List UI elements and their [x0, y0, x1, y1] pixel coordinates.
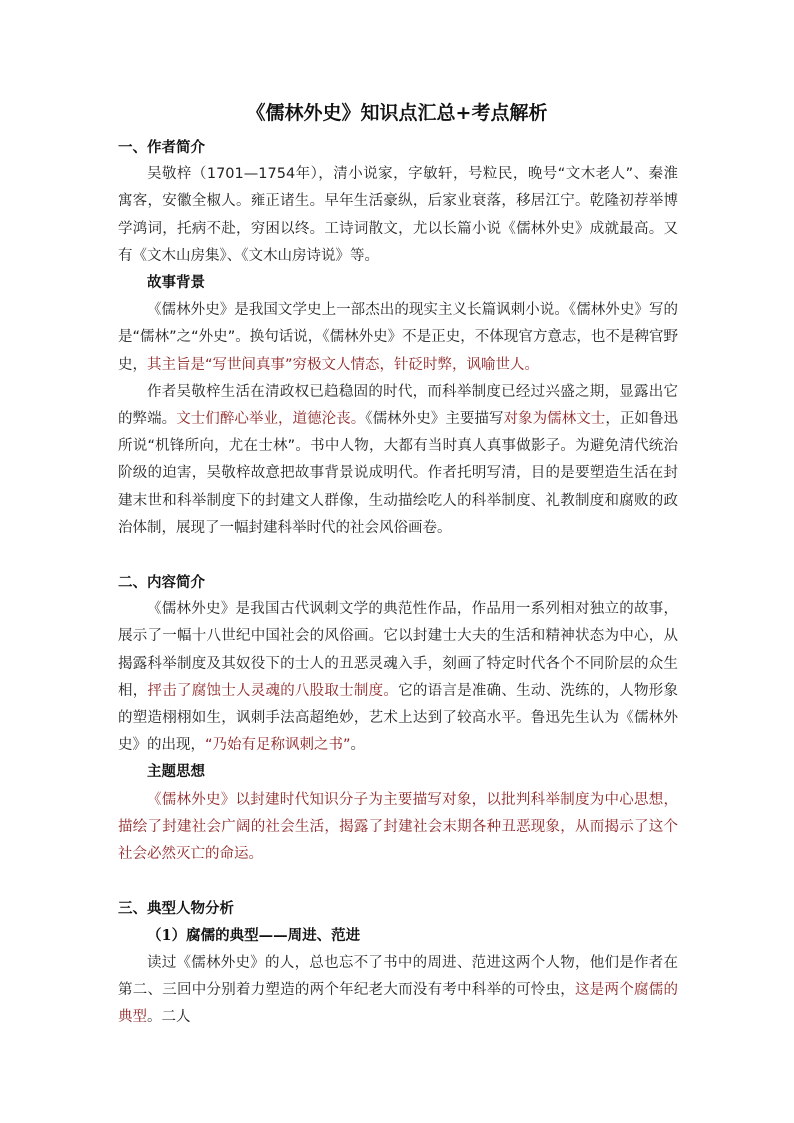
- section-heading-author: 一、作者简介: [118, 139, 205, 156]
- char-highlight: 这是两个腐儒的典型: [118, 981, 679, 1026]
- bg-text-2c: ，正如鲁迅所说“机锋所向，尤在士林”。书中人物，大都有当时真人真事做影子。为避免清代统治阶级的迫害，吴敬梓故意把故事背景说成明代。作者托明写清，目的是要塑造生活在封建末世和科举制度下的封建文人群像，生动描绘吃人的科举制度、礼教制度和腐败的政治体制，展现了一幅封建科举时代的社会风俗画卷。: [118, 411, 679, 536]
- char-text-a: 读过《儒林外史》的人，总也忘不了书中的周进、范进这两个人物，他们是作者在第二、三回中分别着力塑造的两个年纪老大而没有考中科举的可怜虫，: [118, 954, 678, 998]
- document-body: [118, 134, 678, 1031]
- bg-highlight-3: 对象为儒林文士: [503, 411, 606, 428]
- bg-text-1: 《儒林外史》是我国文学史上一部杰出的现实主义长篇讽刺小说。《儒林外史》写的是“儒林”之“外史”。换句话说，《儒林外史》不是正史，不体现官方意志，也不是稗官野史，: [118, 302, 678, 373]
- character-subheading-1: （1）腐儒的典型——周进、范进: [147, 927, 361, 945]
- content-text-b: 它的语言是准确、生动、洗练的，人物形象的塑造栩栩如生，讽刺手法高超绝妙，艺术上达到了较高水平。鲁迅先生认为《儒林外史》的出现，: [118, 682, 679, 754]
- background-heading: 故事背景: [147, 275, 205, 292]
- author-paragraph: 吴敬梓（1701—1754年），清小说家，字敏轩，号粒民，晚号“文木老人”、秦淮寓客，安徽全椒人。雍正诸生。早年生活豪纵，后家业衰落，移居江宁。乾隆初荐举博学鸿词，托病不赴，穷困以终。工诗词散文，尤以长篇小说《儒林外史》成就最高。又有《文木山房集》、《文木山房诗说》等。: [118, 166, 678, 264]
- background-paragraph-2: [118, 379, 678, 542]
- section-heading-content: 二、内容简介: [118, 574, 205, 592]
- content-text-c: 。: [350, 737, 366, 754]
- background-paragraph-1: [118, 297, 678, 379]
- bg-text-2a: 作者吴敬梓生活在清政权已趋稳固的时代，而科举制度已经过兴盛之期，显露出它的弊端。: [118, 383, 678, 428]
- document-title: 《儒林外史》知识点汇总+考点解析: [246, 102, 548, 124]
- spacer: [118, 542, 678, 569]
- spacer: [118, 868, 678, 895]
- theme-heading: 主题思想: [147, 764, 205, 781]
- content-highlight-2: “乃始有足称讽刺之书”: [205, 737, 351, 754]
- content-highlight-1: 抨击了腐蚀士人灵魂的八股取士制度。: [147, 682, 399, 699]
- bg-text-2b: 《儒林外史》主要描写: [365, 411, 504, 428]
- bg-highlight-1: 其主旨是“写世间真事”穷极文人情态，针砭时弊，讽喻世人。: [147, 356, 540, 373]
- section-heading-characters: 三、典型人物分析: [118, 900, 234, 918]
- bg-highlight-2: 文士们醉心举业，道德沦丧。: [176, 411, 366, 428]
- theme-paragraph: 《儒林外史》以封建时代知识分子为主要描写对象，以批判科举制度为中心思想，描绘了封建社会广阔的社会生活，揭露了封建社会末期各种丑恶现象，从而揭示了这个社会必然灭亡的命运。: [118, 791, 678, 863]
- content-text-a: 《儒林外史》是我国古代讽刺文学的典范性作品，作品用一系列相对独立的故事，展示了一幅十八世纪中国社会的风俗画。它以封建士大夫的生活和精神状态为中心，从揭露科举制度及其奴役下的士人的丑恶灵魂入手，刻画了特定时代各个不同阶层的众生相，: [118, 601, 678, 699]
- char-text-b: 。二人: [147, 1009, 191, 1026]
- content-paragraph: [118, 596, 678, 759]
- character-paragraph: [118, 950, 678, 1032]
